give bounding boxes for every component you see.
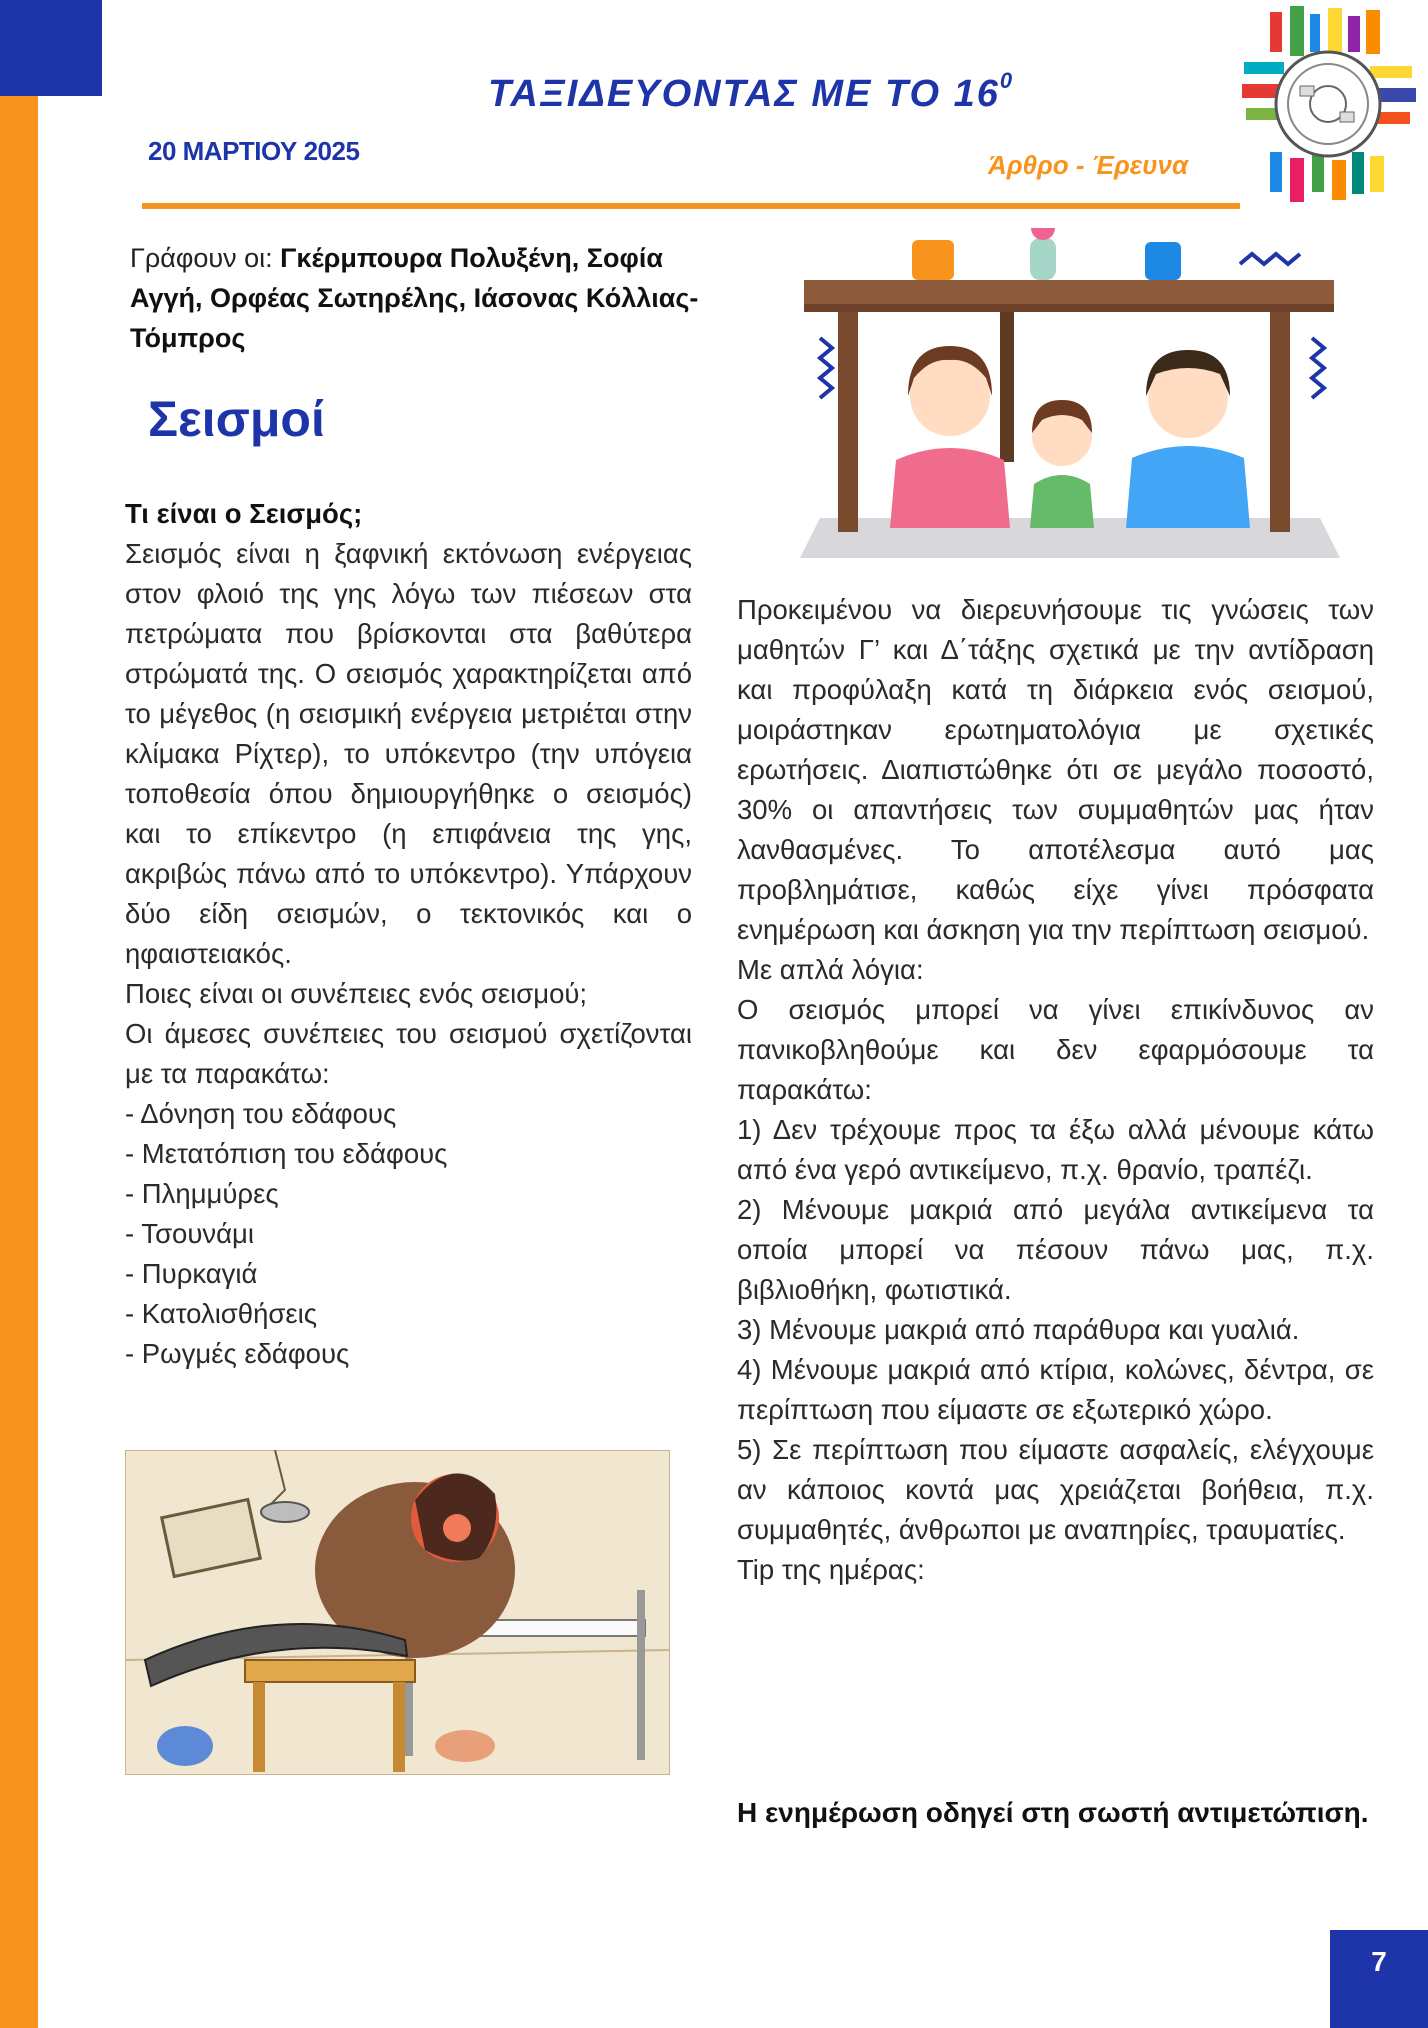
tip-label: Tip της ημέρας: (737, 1554, 925, 1585)
question-what-is-earthquake: Τι είναι ο Σεισμός; (125, 498, 363, 529)
newspaper-title: ΤΑΞΙΔΕΥΟΝΤΑΣ ΜΕ ΤΟ $16^0$ (488, 68, 1015, 115)
list-item: - Πυρκαγιά (125, 1258, 258, 1289)
list-item: - Ρωγμές εδάφους (125, 1338, 350, 1369)
tip-of-the-day: Η ενημέρωση οδηγεί στη σωστή αντιμετώπιση. (737, 1797, 1369, 1828)
section-label: Άρθρο - Έρευνα (988, 150, 1189, 180)
left-orange-stripe (0, 0, 38, 2028)
issue-date: 20 ΜΑΡΤΙΟΥ 2025 (148, 136, 360, 166)
list-item: - Μετατόπιση του εδάφους (125, 1138, 448, 1169)
list-item: 5) Σε περίπτωση που είμαστε ασφαλείς, ελέγχουμε αν κάποιος κοντά μας χρειάζεται βοήθεια, π.χ. συμμαθητές, άνθρωποι με αναπηρίες, τραυματίες. (737, 1434, 1374, 1545)
right-column (737, 590, 1374, 1590)
page-number-box (1330, 1930, 1428, 2028)
survey-paragraph: Προκειμένου να διερευνήσουμε τις γνώσεις των μαθητών Γ’ και Δ΄τάξης σχετικά με την αντίδραση και προφύλαξη κατά τη διάρκεια ενός σεισμού, μοιράστηκαν ερωτηματολόγια με σχετικές ερωτήσεις. Διαπιστώθηκε ότι σε μεγάλο ποσοστό, 30% οι απαντήσεις των συμμαθητών μας ήταν λανθασμένες. Το αποτέλεσμα αυτό μας προβλημάτισε, καθώς είχε γίνει πρόσφατα ενημέρωση και άσκηση για την περίπτωση σεισμού. (737, 594, 1374, 945)
danger-paragraph: Ο σεισμός μπορεί να γίνει επικίνδυνος αν πανικοβληθούμε και δεν εφαρμόσουμε τα παρακάτω: (737, 994, 1374, 1105)
list-item: 3) Μένουμε μακριά από παράθυρα και γυαλιά. (737, 1314, 1300, 1345)
list-item: 2) Μένουμε μακριά από μεγάλα αντικείμενα τα οποία μπορεί να πέσουν πάνω μας, π.χ. βιβλιοθήκη, φωτιστικά. (737, 1194, 1374, 1305)
caveman-earthquake-cartoon (125, 1450, 670, 1775)
question-consequences: Ποιες είναι οι συνέπειες ενός σεισμού; (125, 978, 588, 1009)
list-item: - Κατολισθήσεις (125, 1298, 317, 1329)
newspaper-logo (1240, 2, 1416, 216)
page-number: 7 (1371, 1946, 1387, 1977)
family-under-table-illustration (800, 228, 1340, 568)
list-item: 1) Δεν τρέχουμε προς τα έξω αλλά μένουμε κάτω από ένα γερό αντικείμενο, π.χ. θρανίο, τραπέζι. (737, 1114, 1374, 1185)
simple-words-label: Με απλά λόγια: (737, 954, 924, 985)
left-column (125, 494, 692, 1374)
header-divider (142, 203, 1240, 209)
corner-blue-square (0, 0, 102, 96)
consequences-intro: Οι άμεσες συνέπειες του σεισμού σχετίζονται με τα παρακάτω: (125, 1018, 692, 1089)
list-item: - Τσουνάμι (125, 1218, 254, 1249)
list-item: 4) Μένουμε μακριά από κτίρια, κολώνες, δέντρα, σε περίπτωση που είμαστε σε εξωτερικό χώρο. (737, 1354, 1374, 1425)
list-item: - Πλημμύρες (125, 1178, 279, 1209)
list-item: - Δόνηση του εδάφους (125, 1098, 397, 1129)
article-authors: Γράφουν οι: Γκέρμπουρα Πολυξένη, Σοφία Αγγή, Ορφέας Σωτηρέλης, Ιάσονας Κόλλιας-Τόμπρος (130, 243, 699, 353)
article-title: Σεισμοί (148, 391, 325, 447)
definition-paragraph: Σεισμός είναι η ξαφνική εκτόνωση ενέργειας στον φλοιό της γης λόγω των πιέσεων στα πετρώματα που βρίσκονται στα βαθύτερα στρώματά της. Ο σεισμός χαρακτηρίζεται από το μέγεθος (η σεισμική ενέργεια μετριέται στην κλίμακα Ρίχτερ), το υπόκεντρο (την υπόγεια τοποθεσία όπου δημιουργήθηκε ο σεισμός) και το επίκεντρο (η επιφάνεια της γης, ακριβώς πάνω από το υπόκεντρο). Υπάρχουν δύο είδη σεισμών, ο τεκτονικός και ο ηφαιστειακός. (125, 538, 692, 969)
